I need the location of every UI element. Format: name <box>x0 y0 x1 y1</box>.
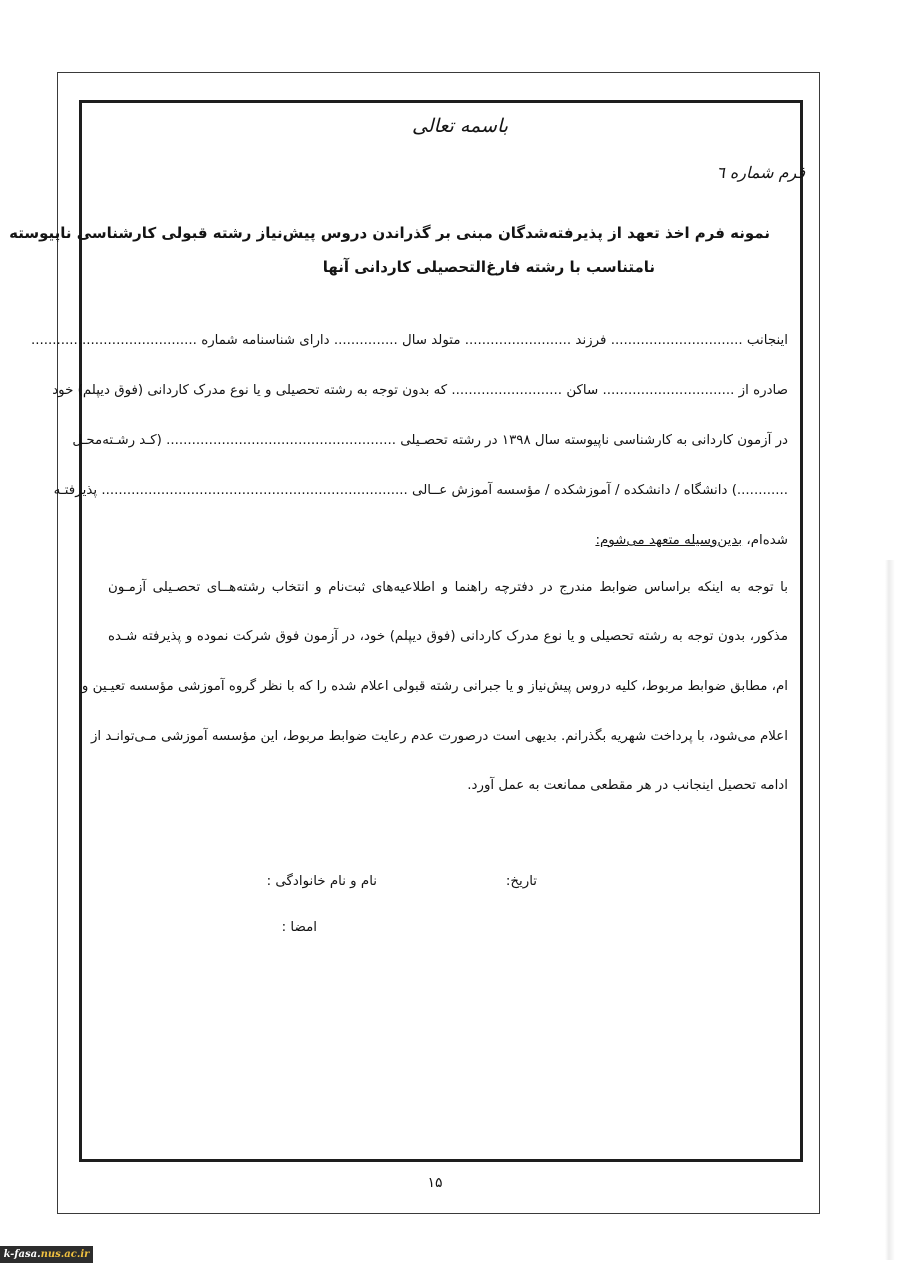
body-line-2: صادره از ............................... ساکن .......................... که بدون توجه به رشته تحصیلی و یا نوع مدرک کاردانی (فوق دیپلم) خود <box>52 383 788 398</box>
body-line-5 <box>108 533 788 548</box>
date-label: تاریخ: <box>505 874 537 889</box>
body-line-4: ............) دانشگاه / دانشکده / آموزشکده / مؤسسه آموزش عــالی ........................................................................ پذیرفتـه <box>53 483 788 498</box>
form-title-line-2: نامتناسب با رشته فارغ‌التحصیلی کاردانی آنها <box>322 258 655 276</box>
page-number: ۱۵ <box>427 1175 443 1191</box>
body-line-3: در آزمون کاردانی به کارشناسی ناپیوسته سال ۱۳۹۸ در رشته تحصـیلی ...................................................... (کـد رشـته‌محـل <box>72 433 788 448</box>
site-watermark <box>0 1246 93 1263</box>
paragraph-line-5: ادامه تحصیل اینجانب در هر مقطعی ممانعت به عمل آورد. <box>467 778 788 793</box>
body-line-5-start: شده‌ام، <box>746 533 788 548</box>
form-title-line-1: نمونه فرم اخذ تعهد از پذیرفته‌شدگان مبنی بر گذراندن دروس پیش‌نیاز رشته قبولی کارشناسی ناپیوسته <box>9 224 770 242</box>
paragraph-line-3: ام، مطابق ضوابط مربوط، کلیه دروس پیش‌نیاز و یا جبرانی رشته قبولی اعلام شده را که با نظر گروه آموزشی مؤسسه تعیـین و <box>81 679 788 694</box>
heading-calligraphy: باسمه تعالی <box>411 115 509 137</box>
scan-shadow <box>885 560 895 1260</box>
name-label: نام و نام خانوادگی : <box>266 874 377 889</box>
commitment-statement: بدین‌وسیله متعهد می‌شوم: <box>595 533 743 548</box>
paragraph-line-1: با توجه به اینکه براساس ضوابط مندرج در دفترچه راهنما و اطلاعیه‌های ثبت‌نام و انتخاب رشته‌هــای تحصـیلی آزمـون <box>108 580 788 595</box>
watermark-prefix: k-fasa. <box>3 1249 41 1260</box>
paragraph-line-4: اعلام می‌شود، با پرداخت شهریه بگذرانم. بدیهی است درصورت عدم رعایت ضوابط مربوط، این مؤسسه آموزشی مـی‌توانـد از <box>90 729 788 744</box>
watermark-accent: nus.ac.ir <box>40 1249 90 1260</box>
body-line-1: اینجانب ............................... فرزند ......................... متولد سال ............... دارای شناسنامه شماره ....................................... <box>30 333 788 348</box>
paragraph-line-2: مذکور، بدون توجه به رشته تحصیلی و یا نوع مدرک کاردانی (فوق دیپلم) خود، در آزمون فوق شرکت نموده و پذیرفته شـده <box>108 629 788 644</box>
signature-label: امضا : <box>281 920 317 935</box>
form-number: فرم شماره ٦ <box>716 163 805 182</box>
